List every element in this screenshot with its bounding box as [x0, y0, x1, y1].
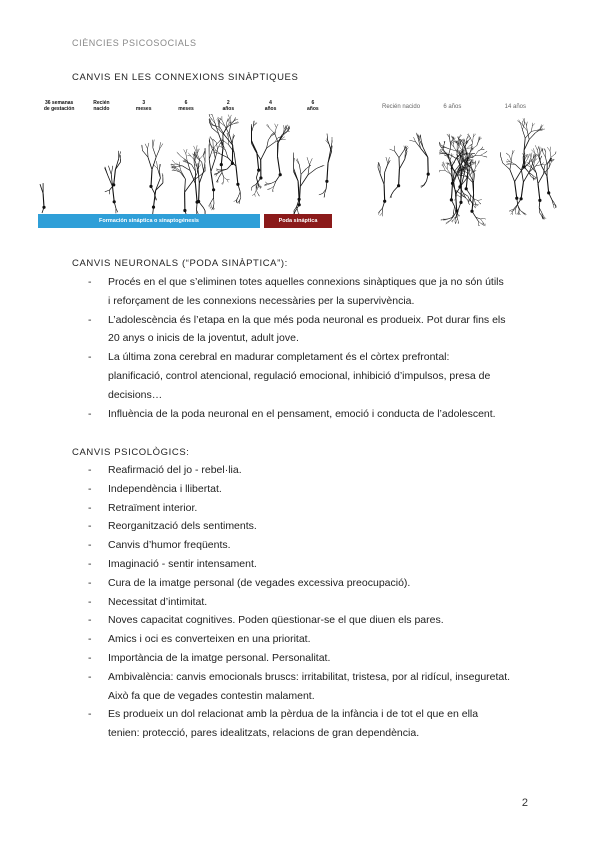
- dendrite-stroke: [384, 185, 385, 202]
- figure-caption-left: 4 años: [264, 100, 277, 112]
- list-item: [88, 593, 538, 612]
- synaptic-figure: [38, 100, 560, 230]
- list-item: [88, 705, 538, 743]
- neuron-panel: [40, 114, 78, 222]
- list-item-line: Importància de la imatge personal. Personalitat.: [108, 651, 331, 664]
- figure-caption-right: Recién nacido: [382, 104, 421, 110]
- list-item: [88, 273, 538, 311]
- bullet-dash: -: [88, 520, 92, 533]
- neuronal-changes-list: [88, 273, 538, 423]
- psychological-changes-list: [88, 461, 538, 743]
- list-item: [88, 405, 538, 424]
- bullet-dash: -: [88, 464, 92, 476]
- list-item: [88, 630, 538, 649]
- bullet-dash: -: [88, 576, 92, 589]
- list-item-line: Ambivalència: canvis emocionals bruscs: irritabilitat, tristesa, por al ridícul, inseguretat.: [108, 670, 511, 683]
- bullet-dash: -: [88, 633, 92, 646]
- list-item: [88, 555, 538, 574]
- neuron-drawings-right: [376, 116, 560, 228]
- list-item: [88, 649, 538, 668]
- list-item-line: La última zona cerebral en madurar completament és el còrtex prefrontal:: [108, 351, 450, 364]
- list-item-line: tenien: protecció, pares idealitzats, relacions de gran dependència.: [108, 727, 420, 740]
- section-title-psychological-changes: CANVIS PSICOLÒGICS:: [72, 447, 190, 458]
- bullet-dash: -: [88, 276, 92, 288]
- list-item-line: planificació, control atencional, regulació emocional, inhibició d’impulsos, presa de: [108, 369, 491, 382]
- neuron-panel: [439, 116, 494, 226]
- running-header: CIÈNCIES PSICOSOCIALS: [72, 38, 197, 48]
- list-item-line: Cura de la imatge personal (de vegades excessiva preocupació).: [108, 576, 411, 589]
- bullet-dash: -: [88, 651, 92, 664]
- page-number: 2: [521, 797, 528, 809]
- dendrite-stroke: [199, 183, 200, 201]
- bullet-dash: -: [88, 557, 92, 570]
- list-item: [88, 536, 538, 555]
- neuron-panel: [82, 114, 120, 222]
- bullet-dash: -: [88, 351, 92, 364]
- list-item-line: Retraïment interior.: [108, 501, 198, 514]
- figure-caption-left: 2 años: [222, 100, 235, 112]
- bullet-dash: -: [88, 313, 92, 326]
- bullet-dash: -: [88, 595, 92, 608]
- section-title-synaptic-connections: CANVIS EN LES CONNEXIONS SINÀPTIQUES: [72, 72, 299, 83]
- bullet-dash: -: [88, 670, 92, 683]
- list-item-line: Es produeix un dol relacionat amb la pèrdua de la infància i de tot el que en ella: [108, 708, 479, 721]
- synaptogenesis-bar: Formación sináptica o sinaptogénesis: [38, 214, 260, 228]
- list-item: [88, 461, 538, 480]
- list-item-line: L’adolescència és l’etapa en la que més poda neuronal es produeix. Pot durar fins els: [108, 313, 506, 326]
- section-title-neuronal-changes: CANVIS NEURONALS (“PODA SINÀPTICA”):: [72, 258, 288, 269]
- figure-caption-right: 6 años: [443, 104, 462, 110]
- list-item-line: Influència de la poda neuronal en el pensament, emoció i conducta de l’adolescent.: [108, 407, 496, 420]
- bullet-dash: -: [88, 614, 92, 627]
- list-item-line: i reforçament de les connexions necessàries per la supervivència.: [108, 294, 415, 307]
- synaptogenesis-illustration: [38, 100, 334, 230]
- figure-caption-left: Recién nacido: [93, 100, 110, 112]
- list-item: [88, 574, 538, 593]
- neuron-drawings-left: [38, 114, 334, 224]
- bullet-dash: -: [88, 539, 92, 552]
- list-item-line: Imaginació - sentir intensament.: [108, 557, 257, 570]
- list-item-line: Necessitat d’intimitat.: [108, 595, 208, 608]
- list-item-line: Noves capacitat cognitives. Poden qüestionar-se el que diuen els pares.: [108, 614, 444, 627]
- figure-caption-right: 14 años: [504, 104, 527, 110]
- figure-caption-left: 36 semanas de gestación: [43, 100, 75, 112]
- list-item-line: Reafirmació del jo - rebel·lia.: [108, 464, 242, 476]
- list-item: [88, 348, 538, 404]
- list-item-line: Canvis d’humor freqüents.: [108, 539, 231, 552]
- list-item-line: Independència i llibertat.: [108, 482, 222, 495]
- list-item: [88, 668, 538, 706]
- list-item: [88, 517, 538, 536]
- figure-caption-left: 6 años: [307, 100, 319, 112]
- list-item: [88, 311, 538, 349]
- list-item-line: 20 anys o inicis de la joventut, adult jove.: [108, 332, 299, 345]
- list-item-line: Això fa que de vegades contestin malament.: [108, 689, 315, 702]
- list-item: [88, 480, 538, 499]
- list-item-line: Procés en el que s’eliminen totes aquelles connexions sinàptiques que ja no són útils: [108, 276, 504, 288]
- figure-caption-left: 6 meses: [178, 100, 194, 112]
- list-item-line: decisions…: [108, 388, 163, 401]
- list-item: [88, 611, 538, 630]
- list-item: [88, 499, 538, 518]
- neuron-panel: [378, 116, 433, 226]
- pruning-bar: Poda sináptica: [264, 214, 332, 228]
- bullet-dash: -: [88, 407, 92, 420]
- list-item-line: Amics i oci es converteixen en una prioritat.: [108, 633, 311, 646]
- neuron-panel: [501, 116, 556, 226]
- pruning-illustration: [376, 100, 560, 230]
- bullet-dash: -: [88, 482, 92, 495]
- bullet-dash: -: [88, 501, 92, 514]
- list-item-line: Reorganització dels sentiments.: [108, 520, 257, 533]
- figure-caption-left: 3 meses: [135, 100, 152, 112]
- bullet-dash: -: [88, 708, 92, 721]
